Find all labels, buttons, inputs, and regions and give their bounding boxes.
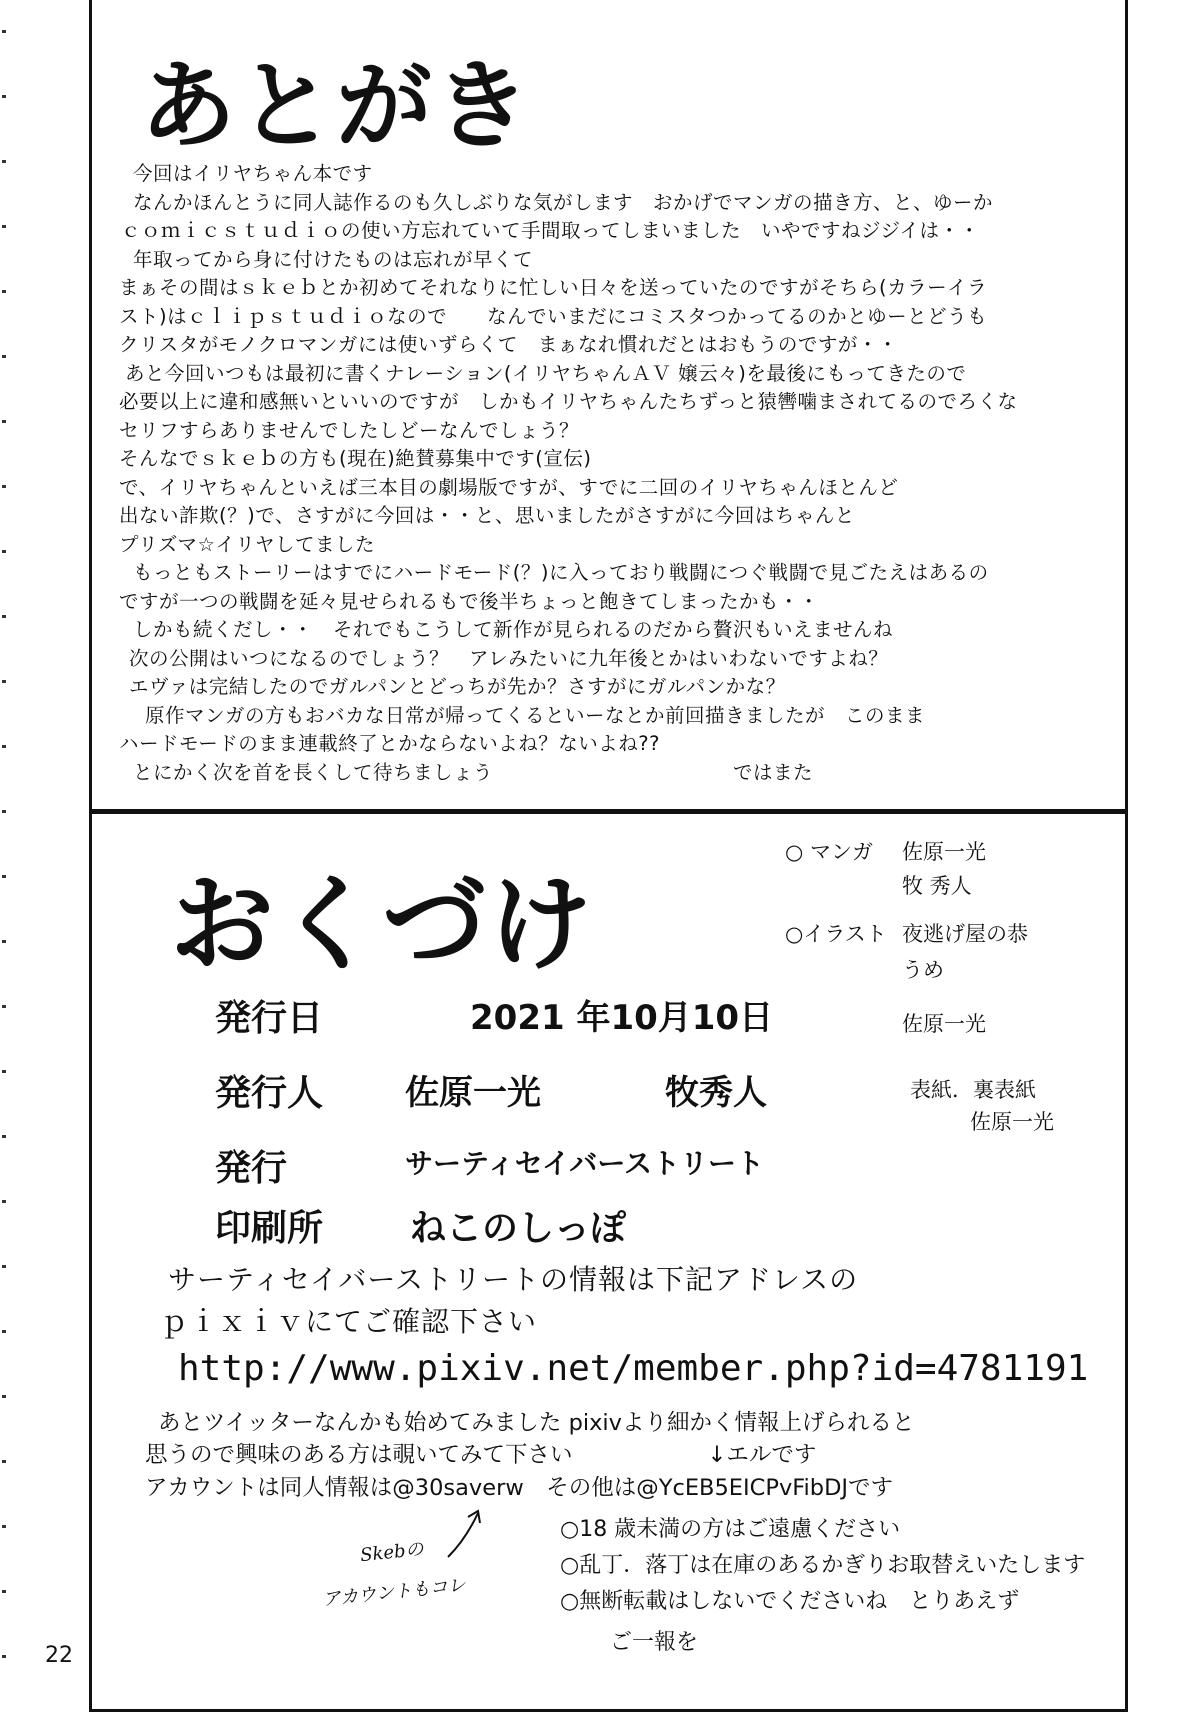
- printer-label: 印刷所: [215, 1208, 324, 1249]
- notice-line: ご一報を: [610, 1630, 699, 1655]
- afterword-line: 出ない詐欺(？)で、さすがに今回は・・と、思いましたがさすがに今回はちゃんと: [119, 504, 855, 527]
- afterword-line: ハードモードのまま連載終了とかならないよね？ないよね??: [119, 732, 660, 755]
- afterword-line: 必要以上に違和感無いといいのですが しかもイリヤちゃんたちずっと猿轡噛まされてるのでろくな: [119, 390, 1018, 413]
- binding-marks: [0, 0, 10, 1699]
- info-line: ｐｉｘｉｖにてご確認下さい: [160, 1305, 538, 1338]
- afterword-line: プリズマ☆イリヤしてました: [119, 532, 376, 556]
- afterword-line: ｃｏｍｉｃｓｔｕｄｉｏの使い方忘れていて手間取ってしまいました いやですねジジイは・・: [121, 219, 980, 242]
- twitter-line: あとツイッターなんかも始めてみました pixivより細かく情報上げられると: [158, 1410, 915, 1436]
- afterword-line: まぁその間はｓｋｅｂとか初めてそれなりに忙しい日々を送っていたのですがそちら(カラーイラ: [119, 276, 988, 299]
- handwritten-note: アカウントもコレ: [321, 1574, 467, 1611]
- page-number: 22: [45, 1643, 73, 1668]
- afterword-line: スト)はｃｌｉｐｓｔｕｄｉｏなので なんでいまだにコミスタつかってるのかとゆーとどうも: [119, 304, 988, 328]
- afterword-line: エヴァは完結したのでガルパンとどっちが先か？さすがにガルパンかな？: [129, 675, 786, 698]
- cover-credit-label: 表紙．裏表紙: [910, 1078, 1036, 1102]
- cover-credit-name: 佐原一光: [970, 1110, 1054, 1134]
- date-label: 発行日: [215, 998, 324, 1039]
- notice-line: ○18 歳未満の方はご遠慮ください: [560, 1517, 901, 1542]
- twitter-line: 思うので興味のある方は覗いてみて下さい ↓エルです: [145, 1442, 817, 1468]
- publisher-person-2: 牧秀人: [665, 1073, 767, 1113]
- manga-credit-label: ○ マンガ: [785, 840, 873, 864]
- afterword-line: 次の公開はいつになるのでしょう？ アレみたいに九年後とかはいわないですよね？: [129, 646, 889, 670]
- handwritten-arrow-icon: [440, 1505, 490, 1565]
- pixiv-url[interactable]: http://www.pixiv.net/member.php?id=4781191: [178, 1348, 1089, 1389]
- illust-credit-name: 夜逃げ屋の恭: [902, 922, 1028, 946]
- afterword-line: クリスタがモノクロマンガには使いずらくて まぁなれ慣れだとはおもうのですが・・: [119, 333, 898, 356]
- afterword-line: ですが一つの戦闘を延々見せられるもで後半ちょっと飽きてしまったかも・・: [119, 589, 820, 613]
- twitter-line: アカウントは同人情報は@30saverw その他は@YcEB5EICPvFibDJです: [145, 1475, 894, 1501]
- afterword-line: セリフすらありませんでしたしどーなんでしょう？: [119, 418, 580, 442]
- printer-value: ねこのしっぽ: [410, 1208, 627, 1249]
- afterword-line: もっともストーリーはすでにハードモード(？)に入っており戦闘につぐ戦闘で見ごたえはあるの: [133, 561, 989, 584]
- notice-line: ○無断転載はしないでくださいね とりあえず: [560, 1589, 1020, 1614]
- date-value: 2021 年10月10日: [470, 998, 774, 1038]
- colophon-title: おくづけ: [170, 863, 595, 985]
- illust-credit-name: 佐原一光: [902, 1012, 986, 1036]
- afterword-line: あと今回いつもは最初に書くナレーション(イリヤちゃんＡＶ 嬢云々)を最後にもってきたので: [125, 361, 967, 385]
- illust-credit-name: うめ: [902, 958, 944, 982]
- manga-credit-name: 牧 秀人: [902, 874, 972, 898]
- afterword-line: で、イリヤちゃんといえば三本目の劇場版ですが、すでに二回のイリヤちゃんほとんど: [119, 475, 899, 499]
- afterword-line: しかも続くだし・・ それでもこうして新作が見られるのだから贅沢もいえませんね: [133, 618, 894, 641]
- afterword-line: とにかく次を首を長くして待ちましょう ではまた: [133, 760, 814, 784]
- publisher-label: 発行: [215, 1148, 288, 1189]
- afterword-line: 原作マンガの方もおバカな日常が帰ってくるといーなとか前回描きましたが このまま: [145, 703, 926, 727]
- afterword-line: 今回はイリヤちゃん本です: [133, 162, 373, 185]
- handwritten-note: Skebの: [359, 1538, 425, 1567]
- afterword-line: なんかほんとうに同人誌作るのも久しぶりな気がします おかげでマンガの描き方、と、ゆーか: [133, 190, 994, 214]
- afterword-line: そんなでｓｋｅｂの方も(現在)絶賛募集中です(宣伝): [119, 447, 592, 470]
- afterword-title: あとがき: [140, 50, 532, 162]
- publisher-value: サーティセイバーストリート: [405, 1147, 764, 1180]
- afterword-line: 年取ってから身に付けたものは忘れが早くて: [133, 247, 534, 271]
- info-line: サーティセイバーストリートの情報は下記アドレスの: [168, 1263, 859, 1296]
- manga-credit-name: 佐原一光: [902, 840, 986, 864]
- publisher-person-label: 発行人: [215, 1073, 324, 1114]
- afterword-body: [115, 160, 1125, 787]
- publisher-person-1: 佐原一光: [405, 1073, 541, 1113]
- notice-line: ○乱丁．落丁は在庫のあるかぎりお取替えいたします: [560, 1553, 1086, 1578]
- illust-credit-label: ○イラスト: [785, 922, 887, 946]
